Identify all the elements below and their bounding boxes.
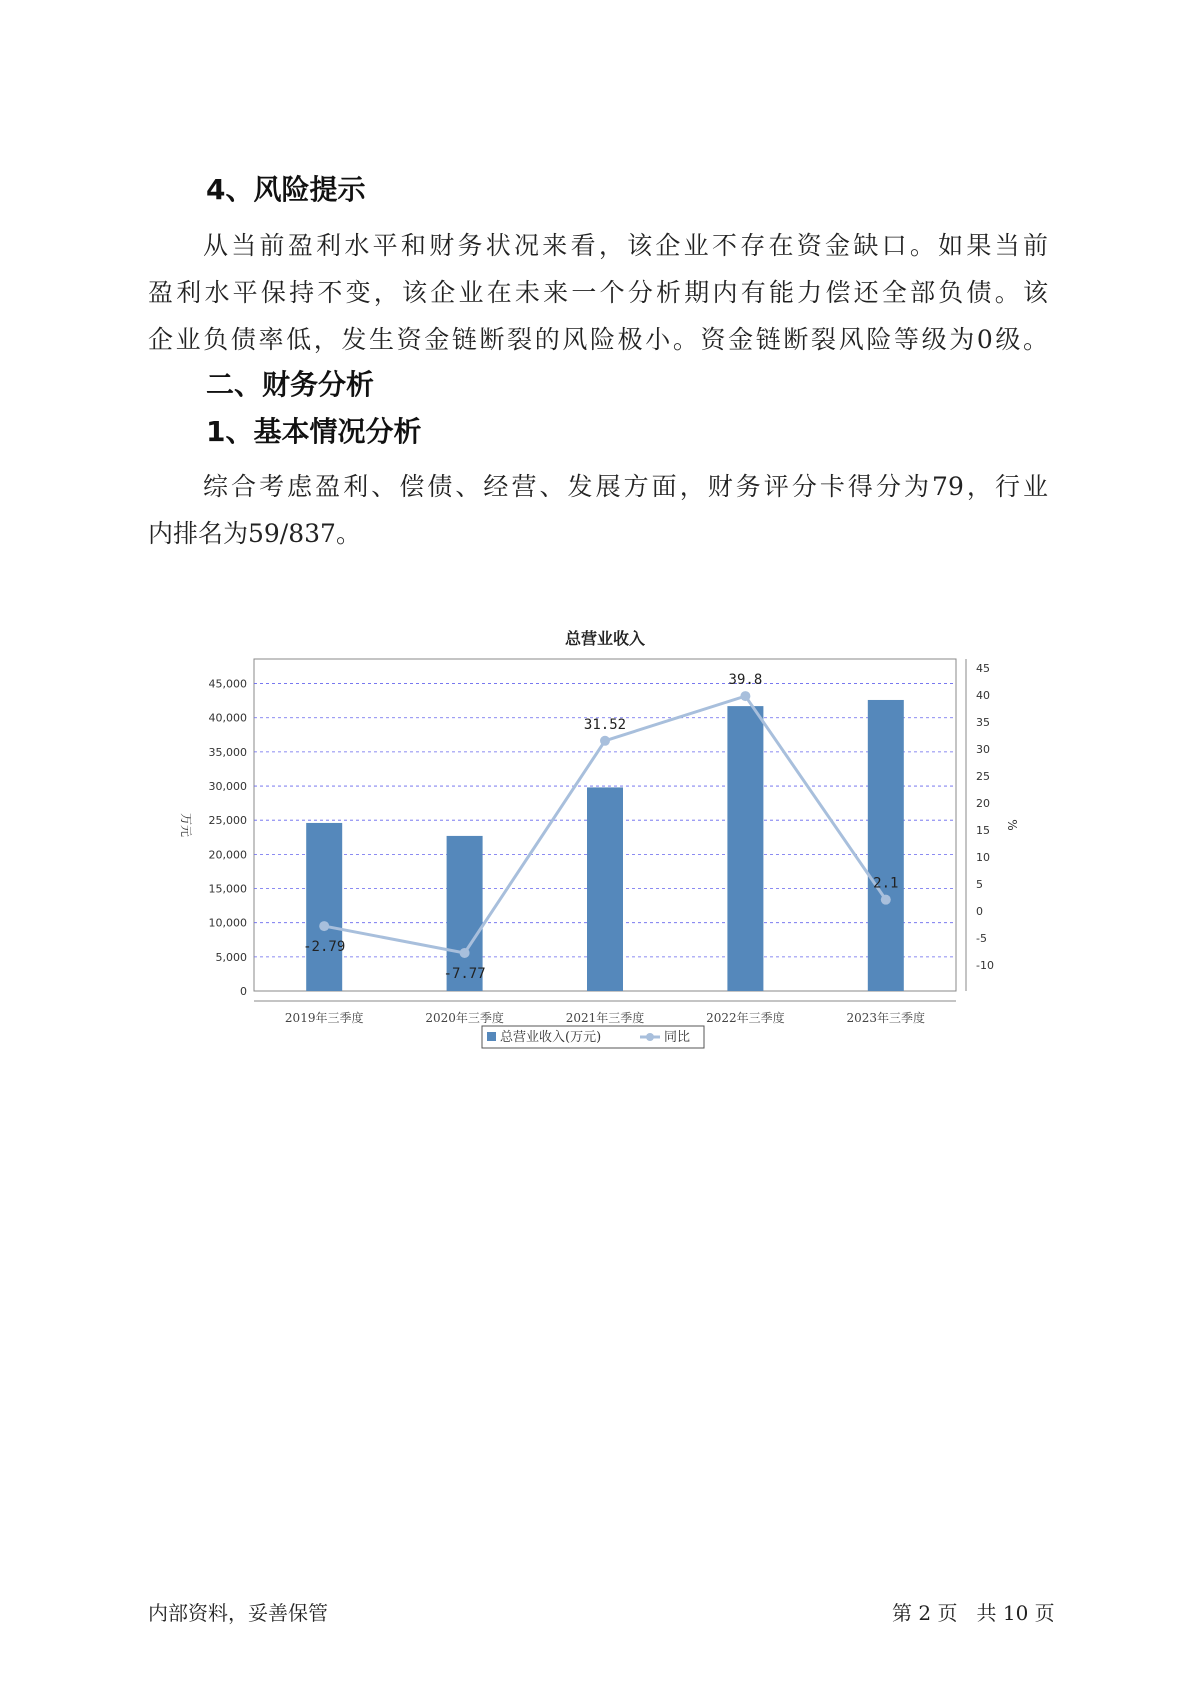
footer-left: 内部资料，妥善保管	[148, 1601, 328, 1625]
basic-line-2: 内排名为59/837。	[148, 519, 361, 548]
risk-line-2: 盈利水平保持不变，该企业在未来一个分析期内有能力偿还全部负债。该	[148, 278, 1048, 307]
y2-tick-label: 5	[976, 878, 983, 891]
yoy-data-label: 39.8	[728, 672, 763, 689]
x-tick-label: 2019年三季度	[284, 1011, 364, 1025]
y-tick-label: 5,000	[215, 950, 247, 964]
yoy-data-label: 2.1	[873, 875, 899, 892]
y2-tick-label: 0	[976, 905, 983, 918]
y-tick-label: 20,000	[208, 848, 247, 862]
risk-paragraph	[148, 222, 1048, 363]
y2-tick-label: 45	[976, 662, 990, 675]
yoy-data-label: -2.79	[303, 939, 346, 956]
risk-heading: 4、风险提示	[206, 173, 366, 206]
y-tick-label: 40,000	[208, 711, 247, 725]
y-tick-label: 0	[240, 985, 247, 998]
y2-tick-label: 30	[976, 743, 990, 756]
bar	[306, 823, 342, 991]
yoy-point	[740, 691, 750, 701]
yoy-point	[460, 948, 470, 958]
x-tick-label: 2021年三季度	[565, 1011, 645, 1025]
y-tick-label: 30,000	[208, 780, 247, 794]
y-tick-label: 10,000	[208, 916, 247, 930]
bar	[587, 787, 623, 991]
x-tick-label: 2023年三季度	[846, 1011, 926, 1025]
y-axis-label: 万元	[179, 812, 193, 838]
yoy-data-label: -7.77	[443, 965, 486, 982]
revenue-chart	[170, 610, 1019, 1070]
risk-line-3: 企业负债率低，发生资金链断裂的风险极小。资金链断裂风险等级为0级。	[148, 325, 1048, 354]
y-tick-label: 25,000	[208, 814, 247, 828]
x-tick-label: 2020年三季度	[425, 1011, 504, 1025]
y2-tick-label: -10	[976, 959, 994, 972]
yoy-point	[881, 895, 891, 905]
yoy-data-label: 31.52	[583, 716, 627, 733]
x-tick-label: 2022年三季度	[706, 1011, 785, 1025]
basic-heading: 1、基本情况分析	[206, 415, 422, 448]
y2-tick-label: 25	[976, 770, 990, 783]
y-tick-label: 45,000	[208, 677, 247, 691]
y2-axis-label: %	[1005, 819, 1019, 831]
y2-tick-label: 35	[976, 716, 990, 729]
legend-line-label: 同比	[664, 1030, 691, 1045]
bar	[727, 706, 763, 991]
yoy-point	[319, 921, 329, 931]
yoy-point	[600, 736, 610, 746]
basic-paragraph	[148, 463, 1048, 557]
risk-line-1: 从当前盈利水平和财务状况来看，该企业不存在资金缺口。如果当前	[203, 231, 1048, 260]
legend-line-marker	[646, 1033, 654, 1041]
legend-bar-label: 总营业收入(万元)	[500, 1030, 602, 1045]
finance-heading: 二、财务分析	[206, 368, 375, 401]
footer-page-number: 第 2 页 共 10 页	[892, 1601, 1055, 1625]
basic-line-1: 综合考虑盈利、偿债、经营、发展方面，财务评分卡得分为79，行业	[203, 472, 1048, 501]
y2-tick-label: 10	[976, 851, 990, 864]
bar	[868, 700, 904, 991]
revenue-chart-svg	[170, 610, 1019, 1070]
y-tick-label: 15,000	[208, 882, 247, 896]
y2-tick-label: 15	[976, 824, 990, 837]
y2-tick-label: 20	[976, 797, 990, 810]
legend-bar-swatch	[487, 1032, 496, 1041]
y2-tick-label: -5	[976, 932, 987, 945]
chart-title: 总营业收入	[564, 629, 646, 648]
y-tick-label: 35,000	[208, 745, 247, 759]
y2-tick-label: 40	[976, 689, 990, 702]
